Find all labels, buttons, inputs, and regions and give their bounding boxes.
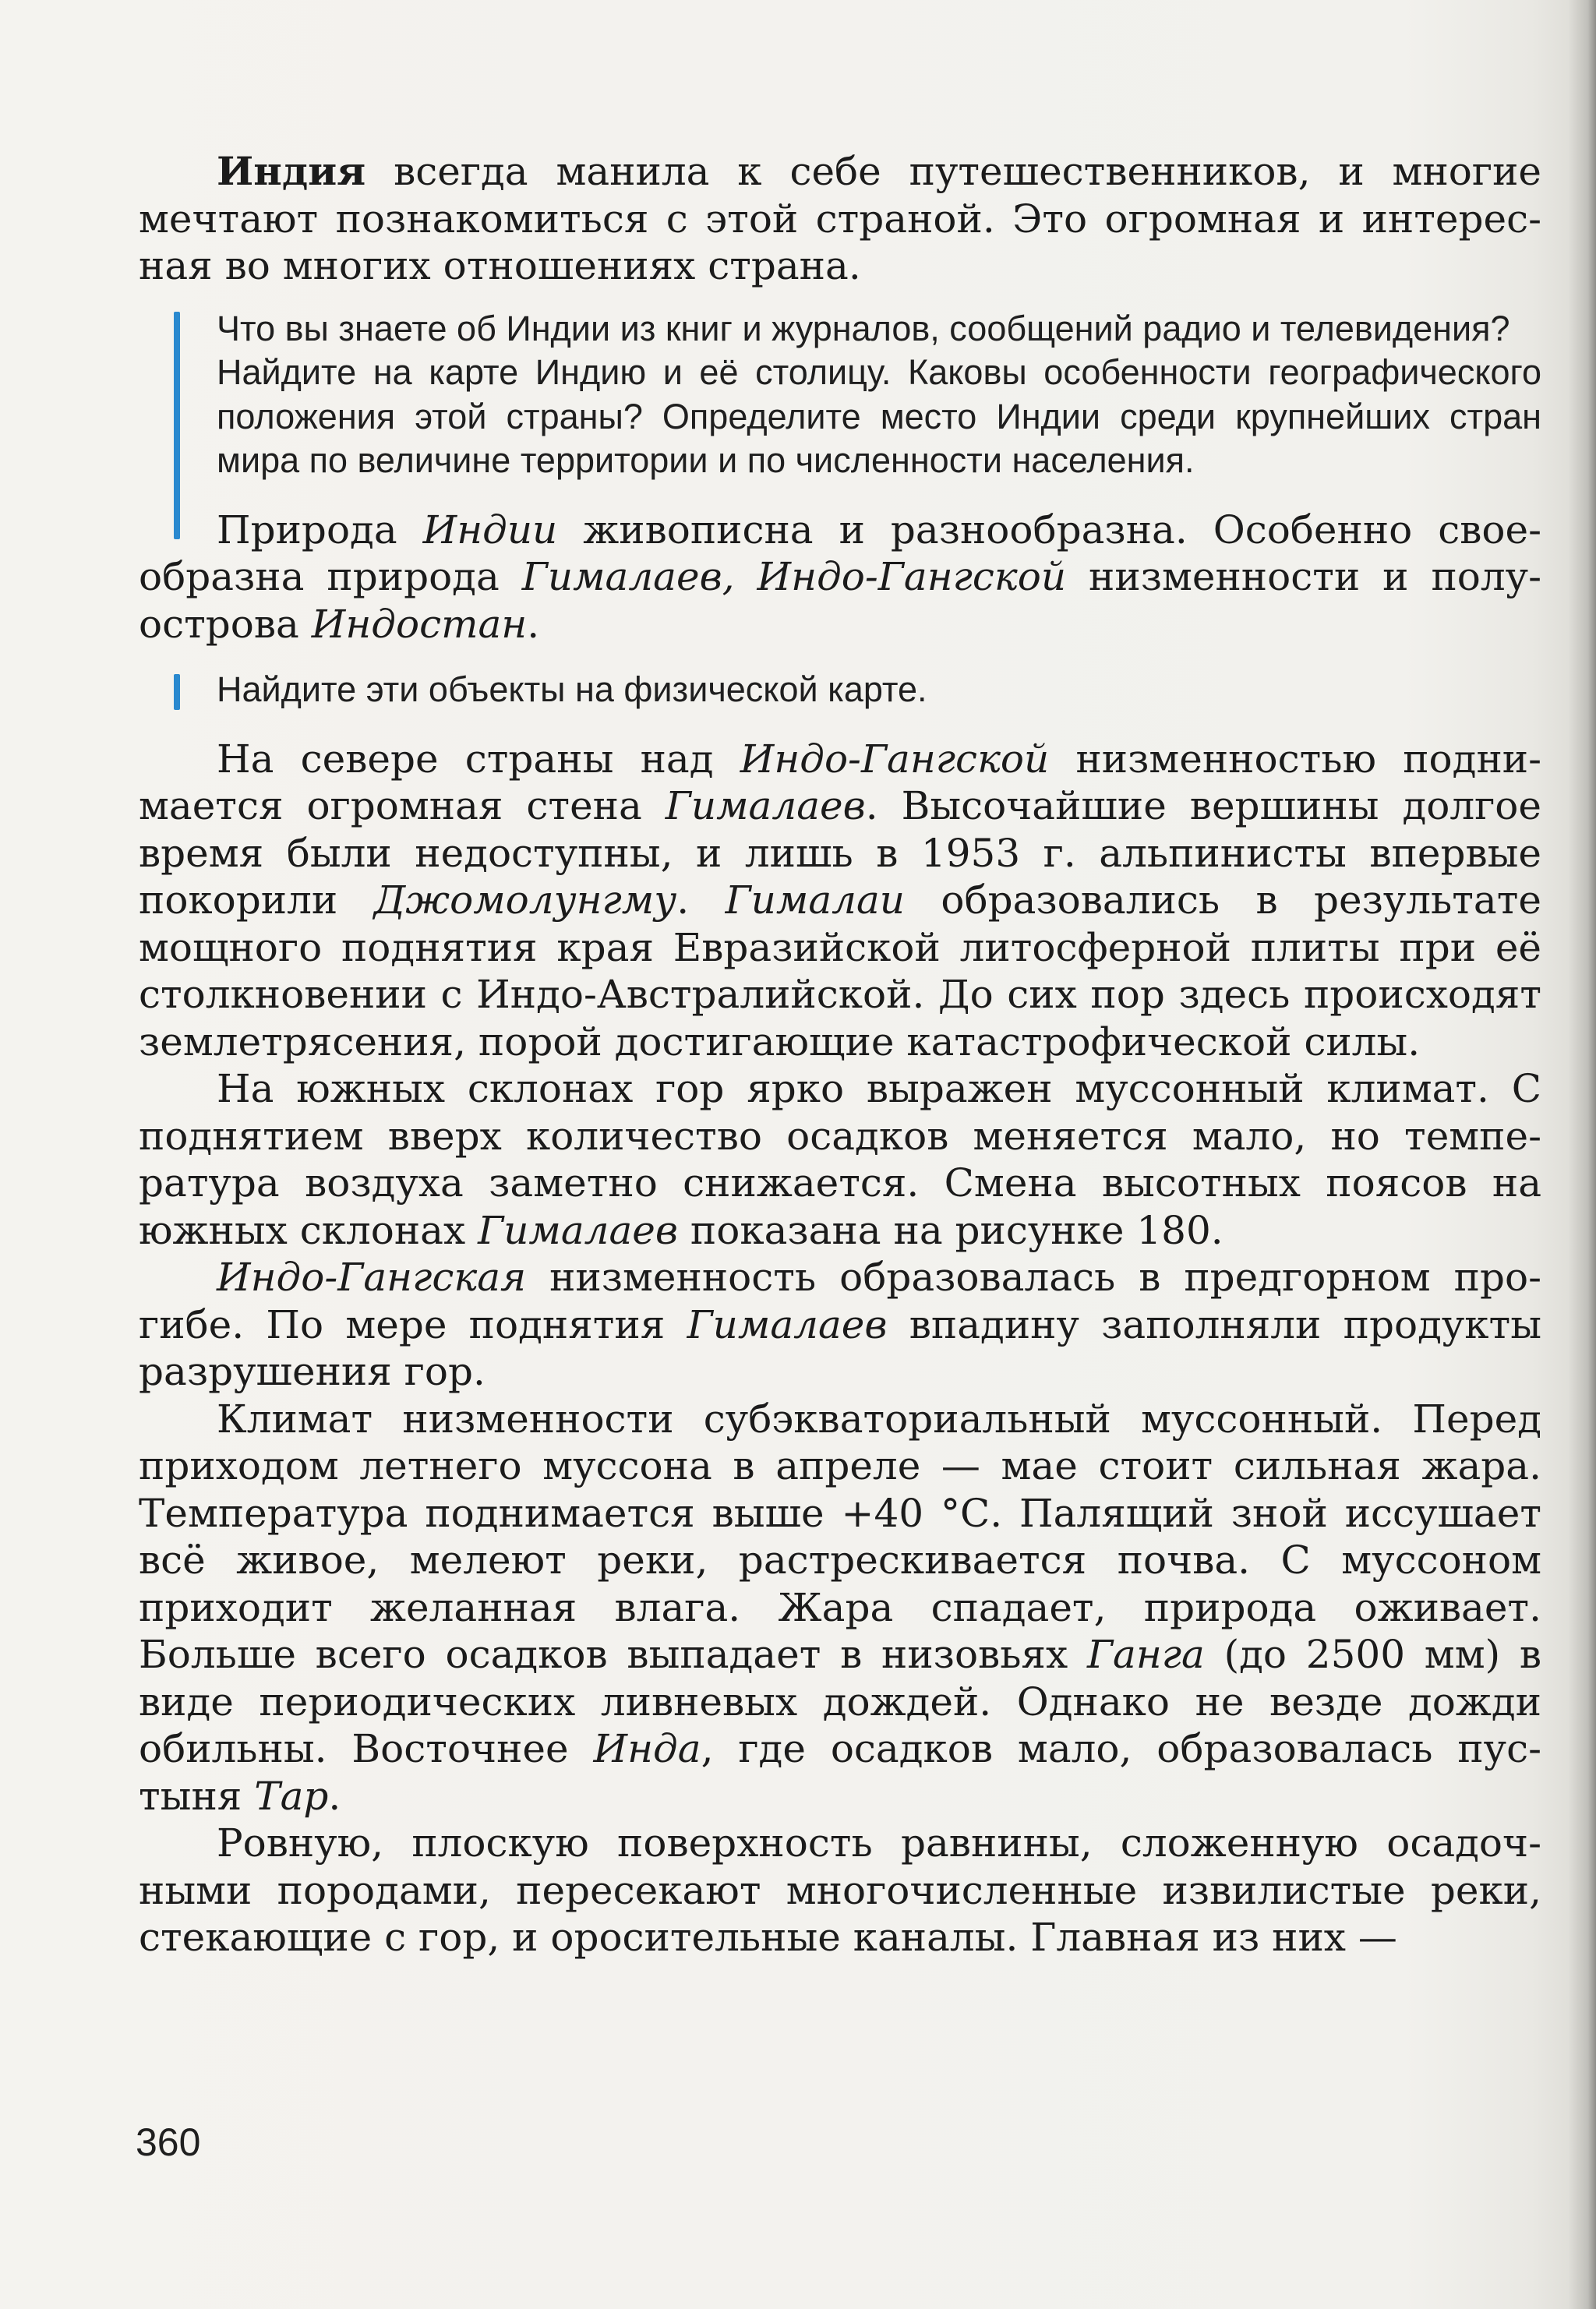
- north-term-everest: Джомолунгму: [373, 877, 677, 923]
- nature-text-1: Природа: [217, 507, 423, 553]
- north-paragraph: [139, 736, 1541, 1066]
- question-box-2: [139, 668, 1541, 712]
- intro-paragraph: [139, 148, 1541, 290]
- page-content: [139, 148, 1541, 1961]
- nature-term-hindustan: Индостан: [311, 601, 528, 647]
- nature-term-himalaya-gangetic: Гималаев, Индо-Гангской: [521, 554, 1067, 599]
- question-1-line-2: Найдите на карте Индию и её столицу. Каковы особенности географического положения этой страны? Определите место Индии среди крупнейших стран мира по величине территории и по численности населения.: [217, 352, 1541, 480]
- plain-paragraph: [139, 1820, 1541, 1961]
- nature-text-3: низменности и полуострова: [139, 554, 1541, 647]
- page-spine-shadow: [1568, 0, 1596, 2309]
- lowland-text-2: впадину заполняли продукты разрушения гор.: [139, 1301, 1541, 1394]
- page-number: 360: [136, 2120, 201, 2164]
- south-text-1: На южных склонах гор ярко выражен муссонный климат. С поднятием вверх количество осадков меняется мало, но температура воздуха заметно снижается. Смена высотных поясов на южных склонах: [139, 1066, 1541, 1253]
- nature-term-india: Индии: [422, 507, 558, 553]
- north-text-1: На севере страны над: [217, 736, 740, 782]
- north-text-3: . Высочайшие вершины долгое время были недоступны, и лишь в 1953 г. альпинисты впервые покорили: [139, 783, 1541, 923]
- question-bar-2: [174, 674, 180, 710]
- north-term-indo-gangetic: Индо-Гангской: [740, 736, 1050, 782]
- question-box-1: [139, 307, 1541, 483]
- question-2-text: Найдите эти объекты на физической карте.: [217, 669, 927, 709]
- south-text-2: показана на рисунке 180.: [678, 1207, 1223, 1253]
- climate-text-2: (до 2500 мм) в виде периодических ливневых дождей. Однако не везде дожди обильны. Восточнее: [139, 1632, 1541, 1771]
- climate-term-thar: Тар: [254, 1773, 329, 1819]
- north-term-himalaya: Гималаев: [665, 783, 866, 828]
- north-text-2: низменностью поднимается огромная стена: [139, 736, 1541, 828]
- climate-term-indus: Инда: [593, 1726, 701, 1771]
- north-term-himalayas: Гималаи: [725, 877, 905, 923]
- north-text-5: образовались в результате мощного поднятия края Евразийской литосферной плиты при её столкновении с Индо-Австралийской. До сих пор здесь происходят землетрясения, порой достигающие катастрофической силы.: [139, 877, 1541, 1064]
- nature-text-4: .: [527, 601, 540, 647]
- south-paragraph: [139, 1065, 1541, 1254]
- nature-text-2: живописна и разнообразна. Особенно своеобразна природа: [139, 507, 1541, 599]
- question-1-line-1: Что вы знаете об Индии из книг и журналов, сообщений радио и телевидения?: [217, 308, 1510, 348]
- nature-paragraph: [139, 507, 1541, 648]
- question-bar-1: [174, 312, 180, 539]
- climate-text-1: Климат низменности субэкваториальный муссонный. Перед приходом летнего муссона в апреле — мае стоит сильная жара. Температура поднимается выше +40 °С. Палящий зной иссушает всё живое, мелеют реки, растрескивается почва. С муссоном приходит желанная влага. Жара спадает, природа оживает. Больше всего осадков выпадает в низовьях: [139, 1396, 1541, 1677]
- south-term-himalaya: Гималаев: [478, 1207, 679, 1253]
- north-text-4: .: [676, 877, 726, 923]
- climate-text-4: .: [328, 1773, 341, 1819]
- lowland-term-indo-gangetic: Индо-Гангская: [217, 1255, 527, 1300]
- lowland-term-himalaya: Гималаев: [687, 1301, 888, 1347]
- climate-term-ganges: Ганга: [1086, 1632, 1205, 1677]
- lowland-text-1: низменность образовалась в предгорном прогибе. По мере поднятия: [139, 1255, 1541, 1347]
- lowland-paragraph: [139, 1254, 1541, 1396]
- climate-text-3: , где осадков мало, образовалась пустыня: [139, 1726, 1541, 1819]
- climate-paragraph: [139, 1396, 1541, 1820]
- plain-text-1: Ровную, плоскую поверхность равнины, сложенную осадочными породами, пересекают многочисленные извилистые реки, стекающие с гор, и оросительные каналы. Главная из них —: [139, 1820, 1541, 1960]
- intro-bold-term: Индия: [217, 148, 366, 194]
- intro-text: всегда манила к себе путешественников, и многие мечтают познакомиться с этой страной. Это огромная и интересная во многих отношениях страна.: [139, 149, 1541, 288]
